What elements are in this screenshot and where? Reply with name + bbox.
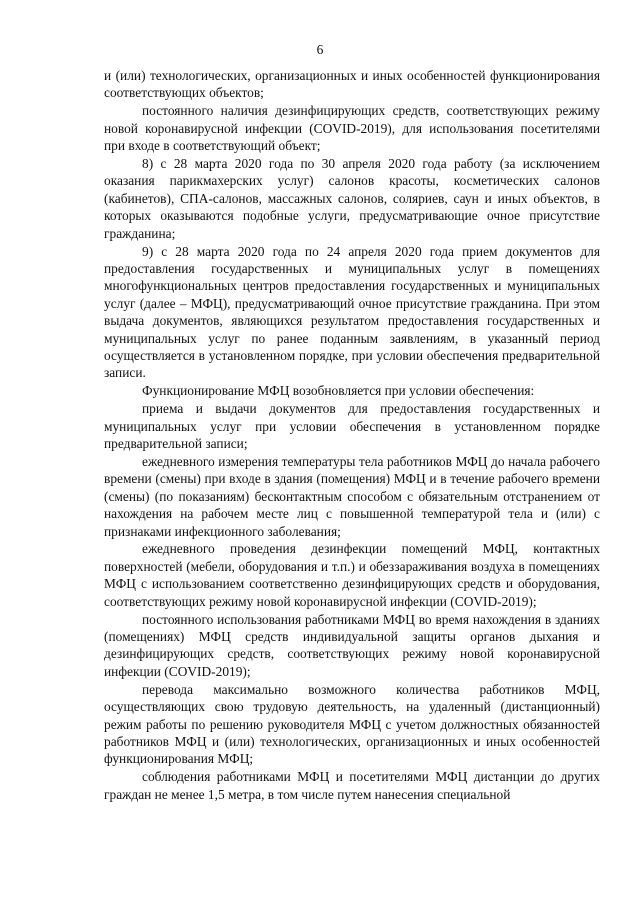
paragraph-2: постоянного наличия дезинфицирующих средств, соответствующих режиму новой коронавирусной инфекции (COVID-2019), для использования посетителями при входе в соответствующий объект;	[104, 103, 600, 154]
paragraph-10: перевода максимально возможного количества работников МФЦ, осуществляющих свою трудовую деятельность, на удаленный (дистанционный) режим работы по решению руководителя МФЦ с учетом должностных обязанностей работников МФЦ и (или) технологических, организационных и иных особенностей функционирования МФЦ;	[104, 681, 600, 767]
paragraph-7: ежедневного измерения температуры тела работников МФЦ до начала рабочего времени (смены) при входе в здания (помещения) МФЦ и в течение рабочего времени (смены) (по показаниям) бесконтактным способом с обязательным отстранением от нахождения на рабочем месте лиц с повышенной температурой тела и (или) с признаками инфекционного заболевания;	[104, 453, 600, 539]
paragraph-9: постоянного использования работниками МФЦ во время нахождения в зданиях (помещениях) МФЦ средств индивидуальной защиты органов дыхания и дезинфицирующих средств, соответствующих режиму новой коронавирусной инфекции (COVID-2019);	[104, 611, 600, 679]
paragraph-6: приема и выдачи документов для предоставления государственных и муниципальных услуг при условии обеспечения в установленном порядке предварительной записи;	[104, 401, 600, 452]
paragraph-11: соблюдения работниками МФЦ и посетителями МФЦ дистанции до других граждан не менее 1,5 метра, в том числе путем нанесения специальной	[104, 769, 600, 802]
paragraph-3: 8) с 28 марта 2020 года по 30 апреля 2020 года работу (за исключением оказания парикмахерских услуг) салонов красоты, косметических салонов (кабинетов), СПА-салонов, массажных салонов, соляриев, саун и иных объектов, в которых оказываются подобные услуги, предусматривающие очное присутствие гражданина;	[104, 156, 600, 241]
paragraph-4: 9) с 28 марта 2020 года по 24 апреля 2020 года прием документов для предоставления государственных и муниципальных услуг в помещениях многофункциональных центров предоставления государственных и муниципальных услуг (далее – МФЦ), предусматривающий очное присутствие гражданина. При этом выдача документов, являющихся результатом предоставления государственных и муниципальных услуг по ранее поданным заявлениям, в указанный период осуществляется в установленном порядке, при условии обеспечения предварительной записи.	[104, 243, 600, 381]
paragraph-5: Функционирование МФЦ возобновляется при условии обеспечения:	[142, 383, 535, 399]
page-number: 6	[316, 42, 324, 57]
paragraph-8: ежедневного проведения дезинфекции помещений МФЦ, контактных поверхностей (мебели, оборудования и т.п.) и обеззараживания воздуха в помещениях МФЦ с использованием соответственно дезинфицирующих средств и оборудования, соответствующих режиму новой коронавирусной инфекции (COVID-2019);	[104, 541, 600, 609]
paragraph-1: и (или) технологических, организационных и иных особенностей функционирования соответствующих объектов;	[104, 68, 600, 101]
document-body	[104, 67, 600, 804]
